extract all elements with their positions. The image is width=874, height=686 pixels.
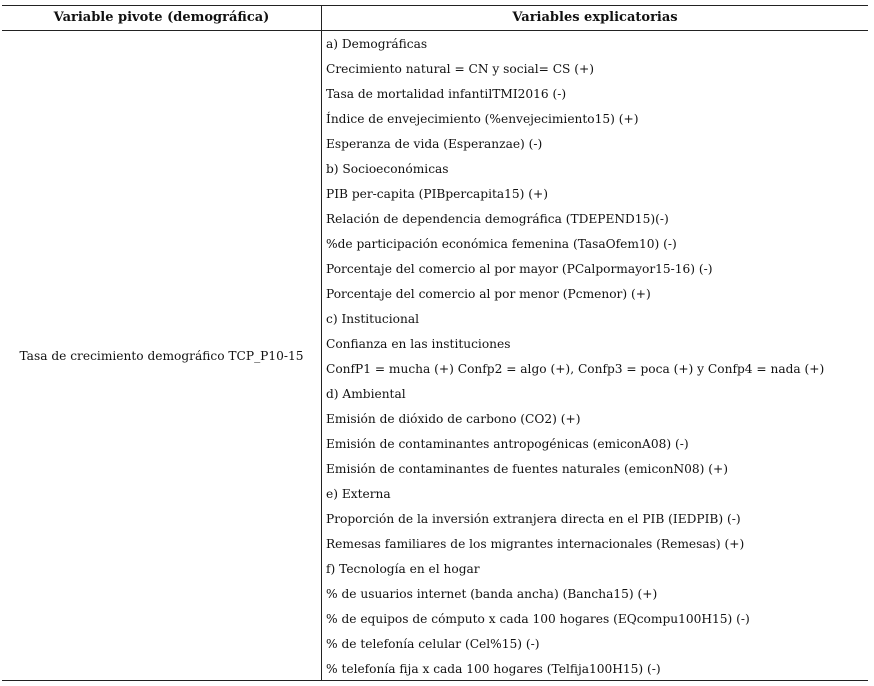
list-item: b) Socioeconómicas: [326, 162, 449, 176]
list-item: PIB per-capita (PIBpercapita15) (+): [326, 187, 549, 201]
variables-table: [2, 5, 868, 681]
explanatory-variables-list: [326, 34, 868, 684]
list-item: Porcentaje del comercio al por menor (Pcmenor) (+): [326, 287, 651, 301]
list-item: Porcentaje del comercio al por mayor (PCalpormayor15-16) (-): [326, 262, 713, 276]
column-divider: [321, 5, 322, 681]
list-item: Crecimiento natural = CN y social= CS (+): [326, 62, 594, 76]
list-item: Confianza en las instituciones: [326, 337, 511, 351]
pivot-variable-cell: [2, 31, 321, 680]
list-item: c) Institucional: [326, 312, 419, 326]
list-item: ConfP1 = mucha (+) Confp2 = algo (+), Confp3 = poca (+) y Confp4 = nada (+): [326, 362, 825, 376]
list-item: % telefonía fija x cada 100 hogares (Telfija100H15) (-): [326, 662, 661, 676]
list-item: % de telefonía celular (Cel%15) (-): [326, 637, 540, 651]
list-item: Emisión de contaminantes de fuentes naturales (emiconN08) (+): [326, 462, 728, 476]
list-item: Emisión de contaminantes antropogénicas (emiconA08) (-): [326, 437, 689, 451]
list-item: Esperanza de vida (Esperanzae) (-): [326, 137, 543, 151]
header-explanatory-variables: Variables explicatorias: [512, 10, 678, 25]
list-item: Remesas familiares de los migrantes internacionales (Remesas) (+): [326, 537, 745, 551]
list-item: %de participación económica femenina (TasaOfem10) (-): [326, 237, 677, 251]
list-item: Proporción de la inversión extranjera directa en el PIB (IEDPIB) (-): [326, 512, 741, 526]
header-pivot-variable: Variable pivote (demográfica): [53, 10, 270, 25]
list-item: f) Tecnología en el hogar: [326, 562, 480, 576]
list-item: Emisión de dióxido de carbono (CO2) (+): [326, 412, 581, 426]
list-item: % de equipos de cómputo x cada 100 hogares (EQcompu100H15) (-): [326, 612, 750, 626]
list-item: d) Ambiental: [326, 387, 406, 401]
list-item: e) Externa: [326, 487, 391, 501]
list-item: Índice de envejecimiento (%envejecimiento15) (+): [326, 112, 639, 126]
pivot-variable-text: Tasa de crecimiento demográfico TCP_P10-15: [19, 348, 304, 363]
list-item: Relación de dependencia demográfica (TDEPEND15)(-): [326, 212, 669, 226]
list-item: Tasa de mortalidad infantilTMI2016 (-): [326, 87, 567, 101]
list-item: a) Demográficas: [326, 37, 428, 51]
list-item: % de usuarios internet (banda ancha) (Bancha15) (+): [326, 587, 658, 601]
